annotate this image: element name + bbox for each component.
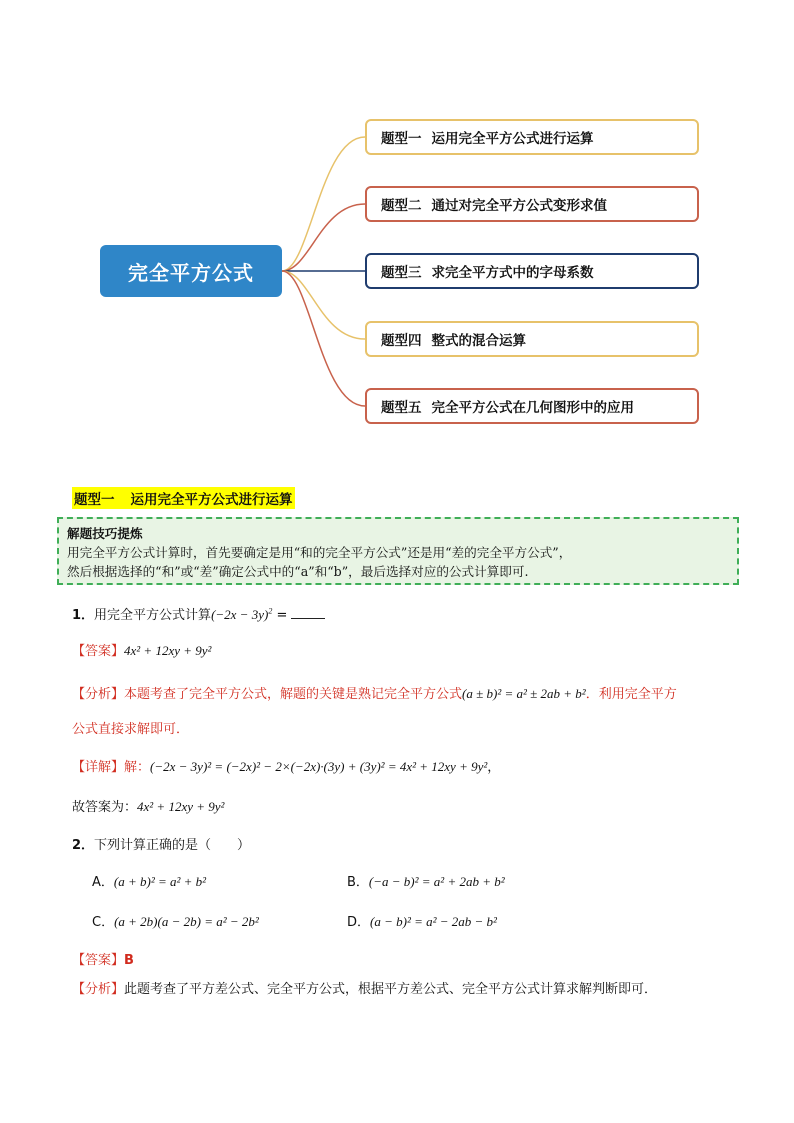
node-title: 整式的混合运算 bbox=[431, 333, 526, 349]
option-expr: (a + b)² = a² + b² bbox=[113, 874, 207, 889]
node-title: 通过对完全平方公式变形求值 bbox=[431, 198, 607, 214]
section-title bbox=[72, 487, 295, 509]
q2-option-b[interactable] bbox=[347, 871, 505, 890]
option-label: B． bbox=[347, 875, 369, 890]
mindmap-node-2 bbox=[365, 186, 699, 222]
mindmap-node-1 bbox=[365, 119, 699, 155]
q1-stem bbox=[72, 604, 325, 623]
option-expr: (a + 2b)(a − 2b) = a² − 2b² bbox=[114, 914, 259, 929]
option-label: D． bbox=[347, 915, 371, 930]
q2-option-d[interactable] bbox=[347, 911, 497, 930]
connector-4 bbox=[282, 271, 365, 339]
node-type: 题型一 bbox=[381, 131, 422, 147]
q1-detail-expr: (−2x − 3y)² = (−2x)² − 2×(−2x)·(3y) + (3y)² = 4x² + 12xy + 9y² bbox=[150, 759, 488, 774]
answer-tag: 【答案】 bbox=[72, 644, 125, 659]
q1-analysis-text-b: ．利用完全平方 bbox=[585, 687, 677, 702]
section-type: 题型一 bbox=[74, 492, 115, 508]
q2-number: 2． bbox=[72, 838, 95, 853]
q1-stem-text: 用完全平方公式计算 bbox=[94, 608, 212, 623]
tip-line-1: 用完全平方公式计算时，首先要确定是用“和的完全平方公式”还是用“差的完全平方公式”， bbox=[67, 545, 572, 560]
q2-analysis bbox=[72, 978, 657, 997]
q2-answer bbox=[72, 949, 134, 968]
node-type: 题型四 bbox=[381, 333, 422, 349]
node-title: 运用完全平方公式进行运算 bbox=[431, 131, 594, 147]
q1-answer bbox=[72, 640, 211, 659]
q2-option-c[interactable] bbox=[92, 911, 259, 930]
connector-5 bbox=[282, 271, 365, 406]
mindmap-node-4 bbox=[365, 321, 699, 357]
node-title: 完全平方公式在几何图形中的应用 bbox=[431, 400, 634, 416]
q1-final bbox=[72, 796, 224, 815]
q1-number: 1． bbox=[72, 608, 95, 623]
option-label: C． bbox=[92, 915, 115, 930]
q1-analysis bbox=[72, 683, 677, 702]
q2-analysis-text: 此题考查了平方差公式、完全平方公式，根据平方差公式、完全平方公式计算求解判断即可． bbox=[124, 982, 658, 997]
option-label: A． bbox=[92, 875, 114, 890]
q1-final-expr: 4x² + 12xy + 9y² bbox=[137, 799, 225, 814]
q1-analysis-text: 本题考查了完全平方公式，解题的关键是熟记完全平方公式 bbox=[124, 687, 463, 702]
node-type: 题型二 bbox=[381, 198, 422, 214]
analysis-tag: 【分析】 bbox=[72, 982, 125, 997]
answer-blank bbox=[291, 606, 325, 619]
tip-box bbox=[57, 517, 739, 585]
node-type: 题型三 bbox=[381, 265, 422, 281]
tip-heading: 解题技巧提炼 bbox=[67, 526, 143, 541]
mindmap-node-5 bbox=[365, 388, 699, 424]
connector-1 bbox=[282, 137, 365, 271]
q1-eq: = bbox=[272, 608, 292, 623]
detail-tag: 【详解】 bbox=[72, 760, 125, 775]
detail-suffix: ， bbox=[487, 760, 501, 775]
detail-prefix: 解： bbox=[124, 760, 151, 775]
analysis-tag: 【分析】 bbox=[72, 687, 125, 702]
q1-analysis-cont: 公式直接求解即可． bbox=[72, 722, 190, 737]
q1-answer-expr: 4x² + 12xy + 9y² bbox=[124, 643, 212, 658]
q1-expr: (−2x − 3y) bbox=[211, 607, 269, 622]
option-expr: (−a − b)² = a² + 2ab + b² bbox=[368, 874, 505, 889]
connector-2 bbox=[282, 204, 365, 271]
mindmap-node-3 bbox=[365, 253, 699, 289]
q1-analysis-formula: (a ± b)² = a² ± 2ab + b² bbox=[462, 686, 586, 701]
final-prefix: 故答案为： bbox=[72, 800, 138, 815]
q2-stem bbox=[72, 834, 250, 853]
q2-answer-value: B bbox=[124, 953, 134, 968]
q2-option-a[interactable] bbox=[92, 871, 206, 890]
tip-line-2: 然后根据选择的“和”或“差”确定公式中的“a”和“b”，最后选择对应的公式计算即可. bbox=[67, 564, 529, 579]
option-expr: (a − b)² = a² − 2ab − b² bbox=[370, 914, 497, 929]
node-type: 题型五 bbox=[381, 400, 422, 416]
mindmap-root: 完全平方公式 bbox=[100, 245, 282, 297]
q2-stem-text: 下列计算正确的是（ ） bbox=[94, 838, 251, 853]
q1-exp: 2 bbox=[268, 606, 273, 616]
answer-tag: 【答案】 bbox=[72, 953, 125, 968]
q1-detail bbox=[72, 756, 500, 775]
section-heading: 运用完全平方公式进行运算 bbox=[130, 492, 293, 508]
node-title: 求完全平方式中的字母系数 bbox=[431, 265, 594, 281]
